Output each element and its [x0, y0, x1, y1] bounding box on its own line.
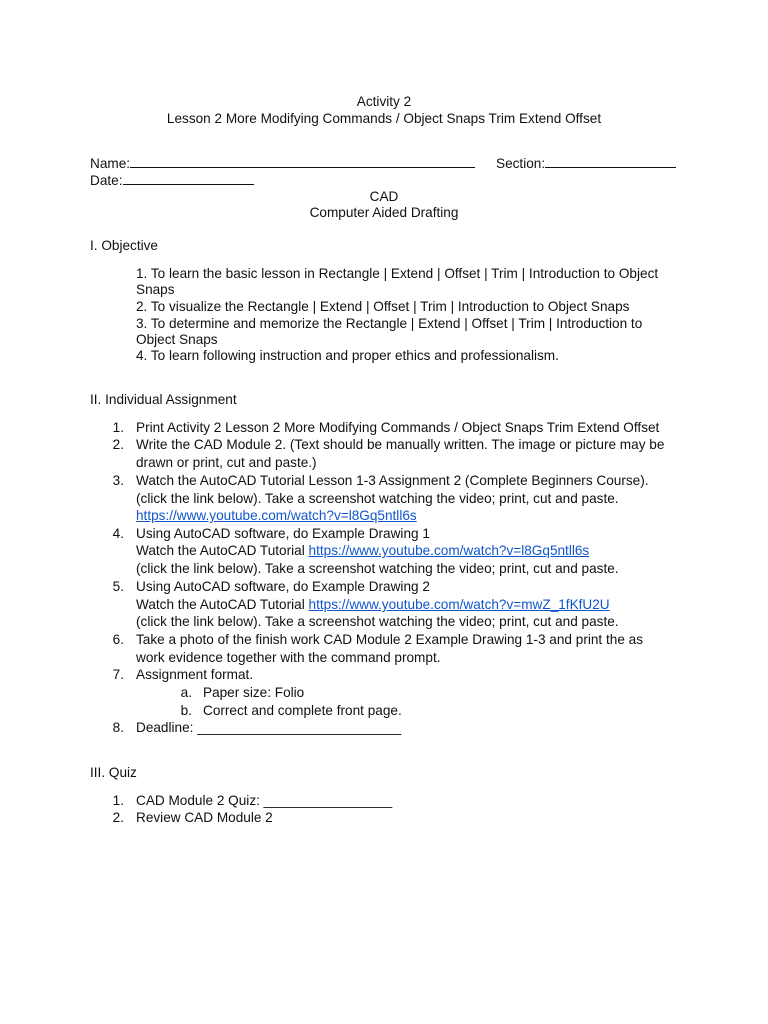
name-label: Name: [90, 156, 131, 171]
assignment-item-3-link-line [136, 507, 417, 524]
date-label: Date: [90, 173, 123, 188]
youtube-link-lesson[interactable]: https://www.youtube.com/watch?v=l8Gq5ntll6s [136, 508, 417, 523]
list-number: 2. [112, 437, 124, 452]
list-number: 3. [112, 473, 124, 488]
list-number: 1. [112, 420, 124, 435]
assignment-item-5: Using AutoCAD software, do Example Drawing 2 [136, 579, 430, 594]
assignment-item-6: Take a photo of the finish work CAD Module 2 Example Drawing 1-3 and print the as [136, 632, 644, 647]
name-blank [130, 155, 475, 168]
lesson-subtitle: Lesson 2 More Modifying Commands / Object Snaps Trim Extend Offset [166, 111, 602, 126]
assignment-item-2-cont: drawn or print, cut and paste.) [136, 455, 317, 470]
assignment-item-6-cont: work evidence together with the command prompt. [136, 650, 441, 665]
assignment-item-7: Assignment format. [136, 667, 254, 682]
assignment-item-3: Watch the AutoCAD Tutorial Lesson 1-3 Assignment 2 (Complete Beginners Course). [136, 473, 649, 488]
assignment-item-1: Print Activity 2 Lesson 2 More Modifying Commands / Object Snaps Trim Extend Offset [136, 420, 660, 435]
quiz-item-1: CAD Module 2 Quiz: _________________ [136, 793, 393, 808]
quiz-heading: III. Quiz [90, 765, 137, 780]
youtube-link-example-2[interactable]: https://www.youtube.com/watch?v=mwZ_1fKfU2U [308, 597, 610, 612]
list-number: 7. [112, 667, 124, 682]
assignment-item-4: Using AutoCAD software, do Example Drawing 1 [136, 526, 430, 541]
list-number: 8. [112, 720, 124, 735]
list-number: 5. [112, 579, 124, 594]
objective-item: 4. To learn following instruction and proper ethics and professionalism. [136, 348, 559, 363]
assignment-item-5-cont: (click the link below). Take a screenshot watching the video; print, cut and paste. [136, 614, 619, 629]
sub-list-letter: a. [180, 685, 192, 700]
date-blank [123, 172, 254, 185]
objective-item: 2. To visualize the Rectangle | Extend | Offset | Trim | Introduction to Object Snaps [136, 299, 630, 314]
list-number: 1. [112, 793, 124, 808]
subject-name: Computer Aided Drafting [309, 205, 459, 220]
name-field [90, 155, 475, 172]
section-blank [545, 155, 676, 168]
assignment-item-2: Write the CAD Module 2. (Text should be manually written. The image or picture may be [136, 437, 665, 452]
section-label: Section: [496, 156, 546, 171]
youtube-link-example-1[interactable]: https://www.youtube.com/watch?v=l8Gq5ntll6s [308, 543, 590, 558]
subject-code: CAD [369, 189, 399, 204]
objective-item: Snaps [136, 282, 175, 297]
objective-item: 3. To determine and memorize the Rectangle | Extend | Offset | Trim | Introduction to [136, 316, 643, 331]
assignment-item-8-deadline: Deadline: ___________________________ [136, 720, 402, 735]
section-field [496, 155, 676, 172]
list-number: 4. [112, 526, 124, 541]
assignment-item-3-cont: (click the link below). Take a screenshot watching the video; print, cut and paste. [136, 491, 619, 506]
sub-list-letter: b. [180, 703, 192, 718]
assignment-item-5-watch [136, 596, 610, 613]
objective-item: Object Snaps [136, 332, 218, 347]
assignment-item-4-cont: (click the link below). Take a screenshot watching the video; print, cut and paste. [136, 561, 619, 576]
date-field [90, 172, 254, 189]
sub-list-item: Paper size: Folio [203, 685, 305, 700]
list-number: 6. [112, 632, 124, 647]
quiz-item-2: Review CAD Module 2 [136, 810, 273, 825]
activity-title: Activity 2 [356, 94, 412, 109]
objective-item: 1. To learn the basic lesson in Rectangle | Extend | Offset | Trim | Introduction to Object [136, 266, 659, 281]
assignment-heading: II. Individual Assignment [90, 392, 237, 407]
watch-text: Watch the AutoCAD Tutorial [136, 597, 309, 612]
watch-text: Watch the AutoCAD Tutorial [136, 543, 309, 558]
assignment-item-4-watch [136, 542, 589, 559]
objective-heading: I. Objective [90, 238, 158, 253]
sub-list-item: Correct and complete front page. [203, 703, 402, 718]
list-number: 2. [112, 810, 124, 825]
